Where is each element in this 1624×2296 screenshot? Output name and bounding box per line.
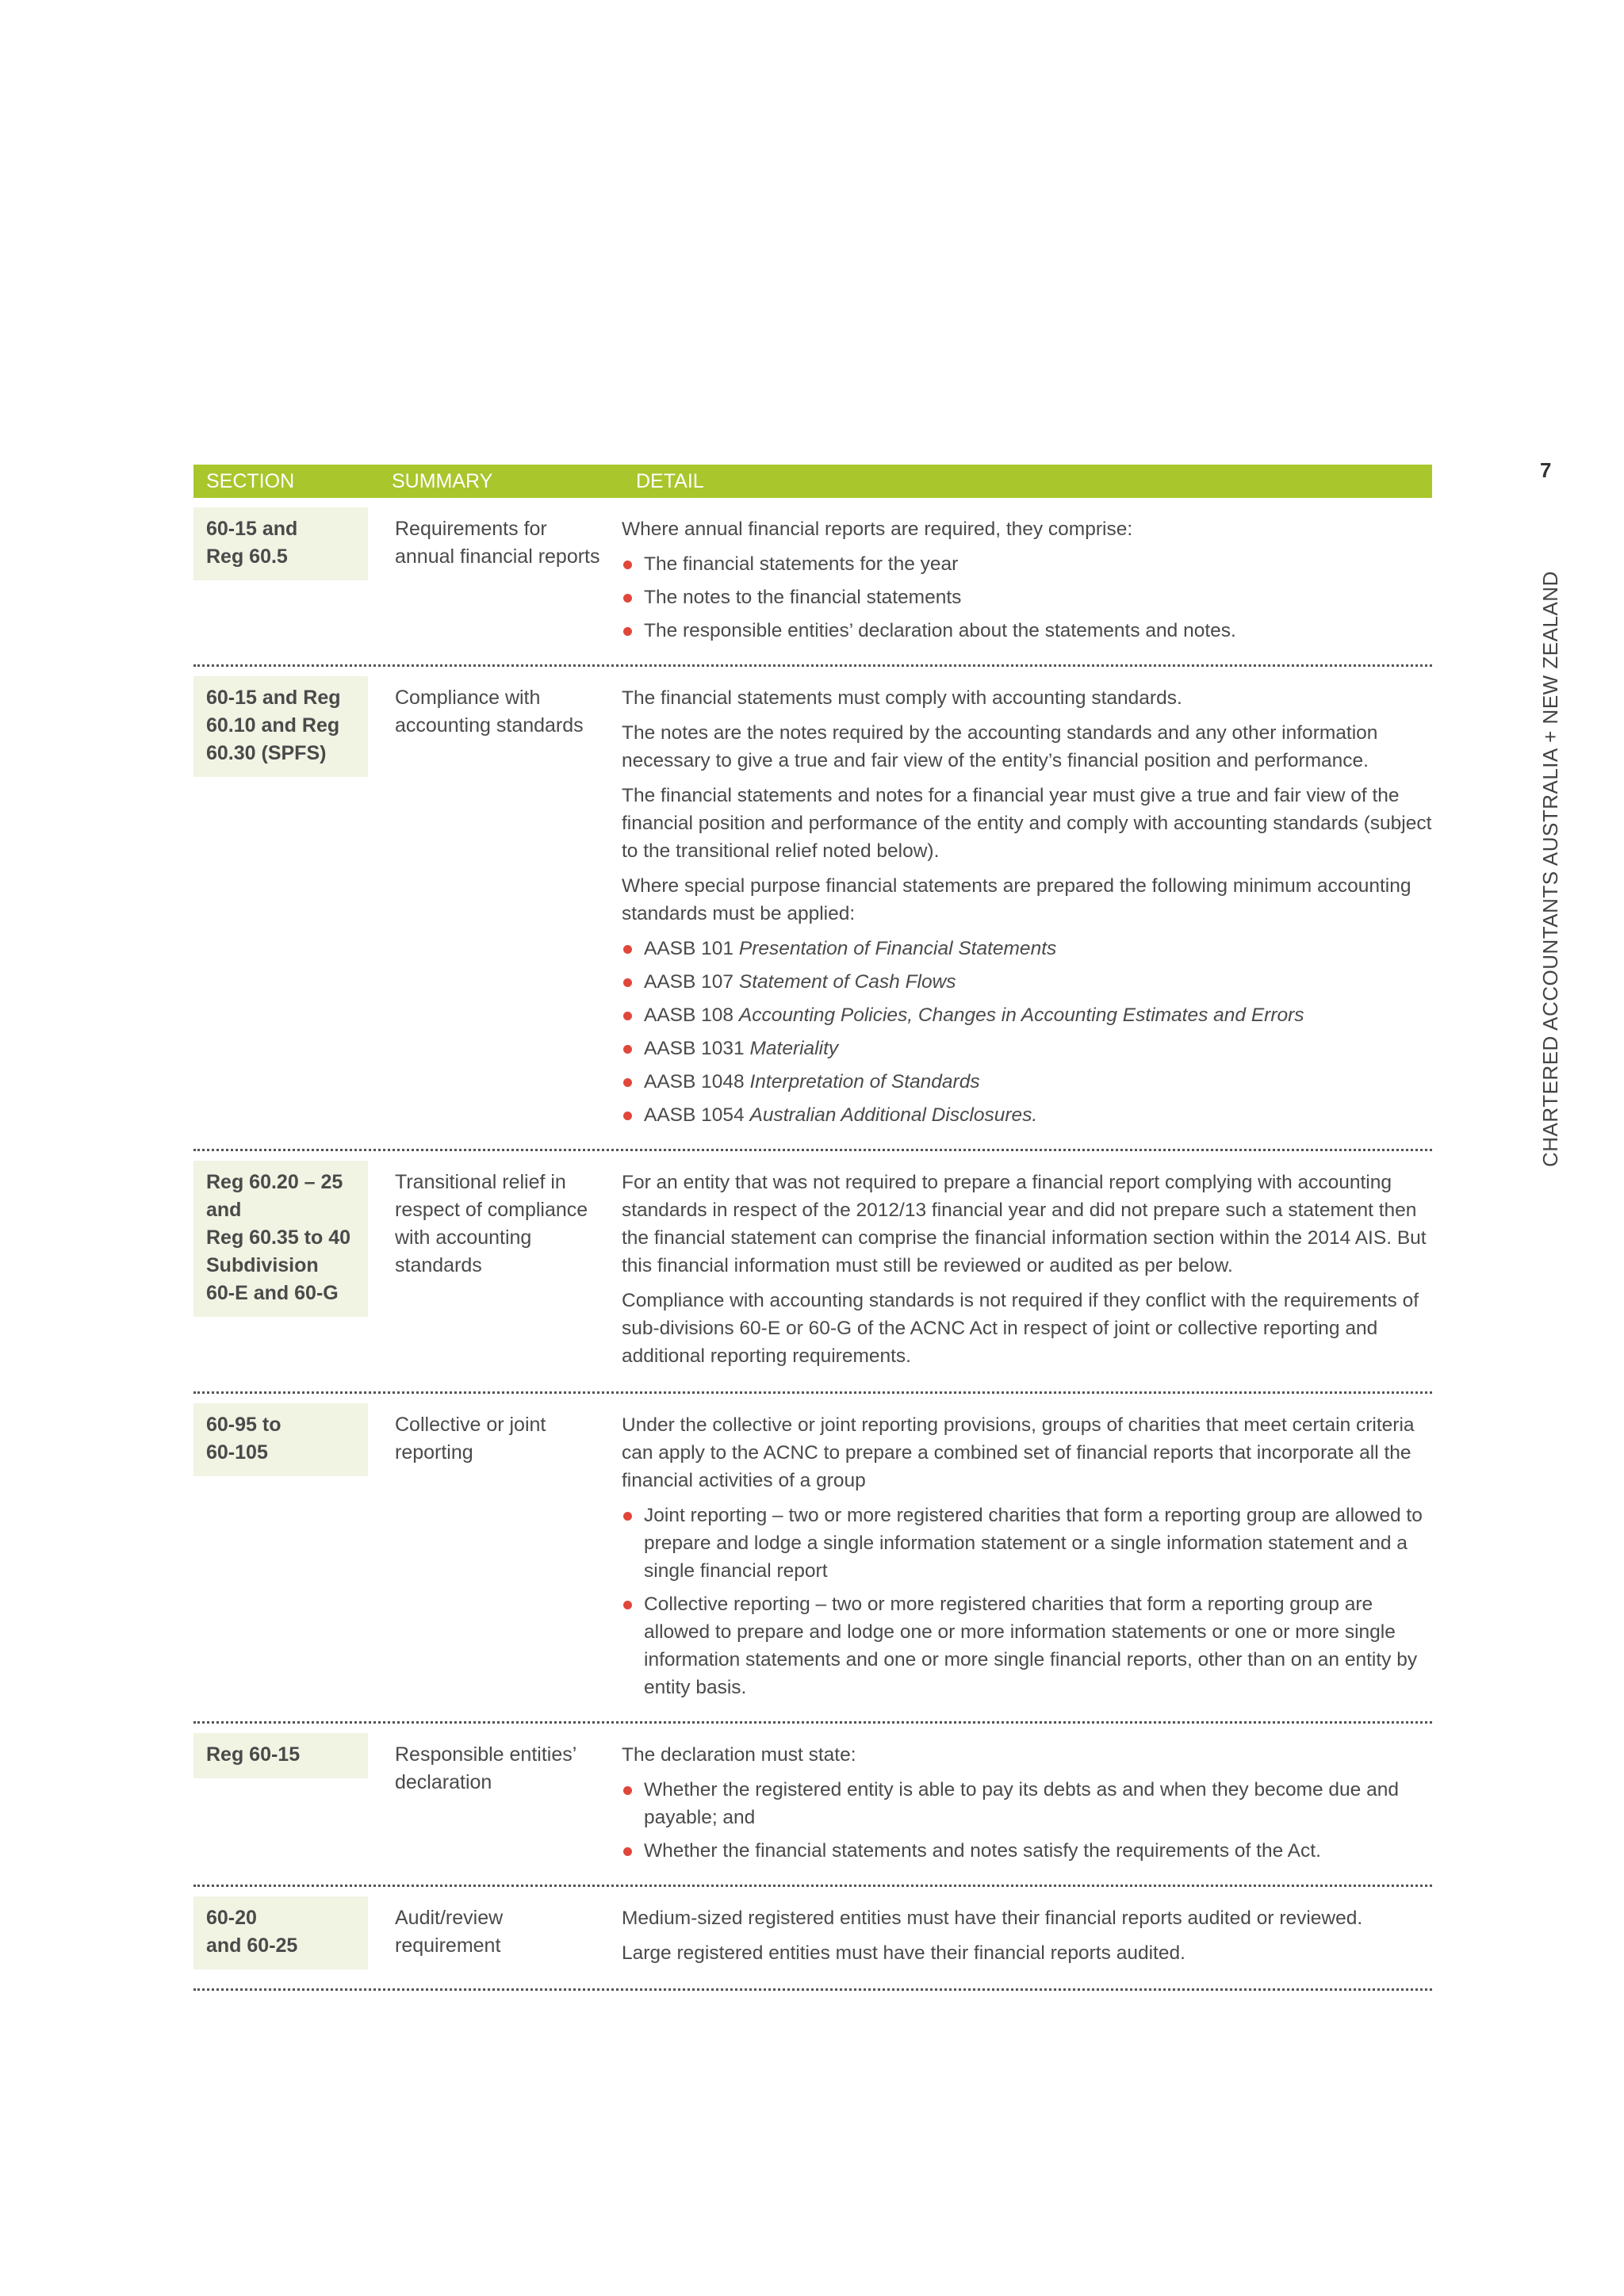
section-line: and: [206, 1199, 242, 1221]
section-line: 60-15 and: [206, 518, 298, 540]
detail-bullet-list: [622, 550, 1432, 645]
detail-bullet-list: [622, 1776, 1432, 1865]
detail-paragraph: The financial statements and notes for a financial year must give a true and fair view of the financial position and performance of the entity and comply with accounting standards (subject to the transitional relief noted below).: [622, 785, 1432, 862]
header-summary: SUMMARY: [392, 469, 493, 492]
detail-paragraph: The financial statements must comply with accounting standards.: [622, 687, 1182, 709]
detail-cell: [603, 1896, 1432, 1974]
summary-cell: Compliance with accounting standards: [395, 687, 584, 737]
section-line: and 60-25: [206, 1934, 298, 1957]
table-row: [193, 667, 1432, 1151]
section-reference: [193, 1896, 368, 1969]
detail-bullet: [622, 1776, 1432, 1831]
bullet-text: Whether the financial statements and notes satisfy the requirements of the Act.: [644, 1840, 1321, 1862]
standard-title: Accounting Policies, Changes in Accounting Estimates and Errors: [738, 1004, 1304, 1026]
summary-cell: Requirements for annual financial reports: [395, 518, 600, 568]
detail-bullet: [622, 550, 1432, 578]
section-cell: [193, 1896, 371, 1974]
detail-cell: [603, 1403, 1432, 1707]
detail-bullet: [622, 1590, 1432, 1701]
header-detail: DETAIL: [636, 469, 704, 492]
detail-paragraph: For an entity that was not required to prepare a financial report complying with accounting standards in respect of the 2012/13 financial year and did not prepare such a statement then the financial statement can comprise the financial information section within the 2014 AIS. But this financial information must still be reviewed or audited as per below.: [622, 1172, 1427, 1276]
section-cell: [193, 676, 371, 1135]
bullet-text: The responsible entities’ declaration about the statements and notes.: [644, 620, 1236, 641]
page-number: 7: [1540, 458, 1552, 482]
table-row: [193, 1151, 1432, 1394]
bullet-text: AASB 101: [644, 938, 739, 959]
table-row: [193, 1394, 1432, 1724]
side-title: CHARTERED ACCOUNTANTS AUSTRALIA + NEW ZEALAND: [1538, 571, 1562, 1167]
detail-paragraph: Where annual financial reports are required, they comprise:: [622, 519, 1133, 540]
section-line: 60.30 (SPFS): [206, 742, 327, 764]
section-line: Reg 60-15: [206, 1743, 301, 1766]
bullet-text: AASB 107: [644, 971, 739, 993]
standard-title: Presentation of Financial Statements: [738, 938, 1057, 959]
detail-cell: [603, 1733, 1432, 1870]
detail-bullet: [622, 1837, 1432, 1865]
detail-bullet: [622, 968, 1432, 996]
detail-bullet: [622, 1101, 1432, 1129]
summary-cell: Responsible entities’ declaration: [395, 1743, 576, 1793]
detail-bullet-list: [622, 1502, 1432, 1701]
detail-bullet: [622, 617, 1432, 645]
table-row: [193, 1724, 1432, 1887]
detail-paragraph: Medium-sized registered entities must have their financial reports audited or reviewed.: [622, 1908, 1363, 1929]
detail-paragraph: The declaration must state:: [622, 1744, 856, 1766]
detail-paragraph: Where special purpose financial statements are prepared the following minimum accounting standards must be applied:: [622, 875, 1411, 924]
section-reference: [193, 676, 368, 777]
section-cell: [193, 1161, 371, 1377]
detail-bullet-list: [622, 935, 1432, 1129]
bullet-text: Collective reporting – two or more registered charities that form a reporting group are allowed to prepare and lodge one or more information statements or one or more single information statements and one or more single financial reports, other than on an entity by entity basis.: [644, 1594, 1418, 1698]
detail-cell: [603, 507, 1432, 650]
detail-paragraph: Compliance with accounting standards is not required if they conflict with the requirements of sub-divisions 60-E or 60-G of the ACNC Act in respect of joint or collective reporting and additional reporting requirements.: [622, 1290, 1419, 1367]
section-reference: [193, 1403, 368, 1476]
section-line: Subdivision: [206, 1254, 319, 1276]
detail-cell: [603, 676, 1432, 1135]
detail-paragraph: Under the collective or joint reporting provisions, groups of charities that meet certain criteria can apply to the ACNC to prepare a combined set of financial reports that incorporate all the financial activities of a group: [622, 1414, 1415, 1491]
detail-bullet: [622, 584, 1432, 611]
section-line: Reg 60.35 to 40: [206, 1226, 351, 1249]
section-line: 60-20: [206, 1907, 257, 1929]
section-reference: [193, 507, 368, 580]
section-line: Reg 60.5: [206, 545, 288, 568]
standard-title: Statement of Cash Flows: [738, 971, 956, 993]
requirements-table: [193, 465, 1432, 1991]
bullet-text: Joint reporting – two or more registered charities that form a reporting group are allowed to prepare and lodge a single information statement or a single information statement and a single financial report: [644, 1505, 1423, 1582]
bullet-text: The financial statements for the year: [644, 553, 959, 575]
header-section: SECTION: [206, 469, 295, 492]
bullet-text: AASB 1054: [644, 1104, 750, 1126]
standard-title: Australian Additional Disclosures.: [749, 1104, 1038, 1126]
detail-bullet: [622, 935, 1432, 962]
standard-title: Materiality: [749, 1038, 839, 1059]
bullet-text: AASB 1031: [644, 1038, 750, 1059]
summary-cell: Collective or joint reporting: [395, 1414, 546, 1464]
summary-cell: Transitional relief in respect of compliance with accounting standards: [395, 1171, 588, 1276]
detail-bullet: [622, 1035, 1432, 1062]
standard-title: Interpretation of Standards: [749, 1071, 980, 1093]
table-header: [193, 465, 1432, 498]
detail-bullet: [622, 1068, 1432, 1096]
summary-cell: Audit/review requirement: [395, 1907, 504, 1957]
bullet-text: AASB 108: [644, 1004, 739, 1026]
section-line: Reg 60.20 – 25: [206, 1171, 343, 1193]
section-line: 60-105: [206, 1441, 268, 1464]
table-row: [193, 1887, 1432, 1991]
detail-cell: [603, 1161, 1432, 1377]
table-body: [193, 498, 1432, 1991]
detail-paragraph: The notes are the notes required by the accounting standards and any other information necessary to give a true and fair view of the entity’s financial position and performance.: [622, 722, 1378, 771]
bullet-text: The notes to the financial statements: [644, 587, 962, 608]
section-cell: [193, 507, 371, 650]
section-reference: [193, 1733, 368, 1778]
section-line: 60-E and 60-G: [206, 1282, 339, 1304]
section-cell: [193, 1403, 371, 1707]
detail-bullet: [622, 1001, 1432, 1029]
section-line: 60-95 to: [206, 1414, 282, 1436]
detail-bullet: [622, 1502, 1432, 1585]
section-reference: [193, 1161, 368, 1317]
bullet-text: Whether the registered entity is able to pay its debts as and when they become due and payable; and: [644, 1779, 1399, 1828]
section-line: 60-15 and Reg: [206, 687, 341, 709]
table-row: [193, 498, 1432, 667]
section-cell: [193, 1733, 371, 1870]
section-line: 60.10 and Reg: [206, 714, 340, 737]
detail-paragraph: Large registered entities must have their financial reports audited.: [622, 1942, 1185, 1964]
bullet-text: AASB 1048: [644, 1071, 750, 1093]
